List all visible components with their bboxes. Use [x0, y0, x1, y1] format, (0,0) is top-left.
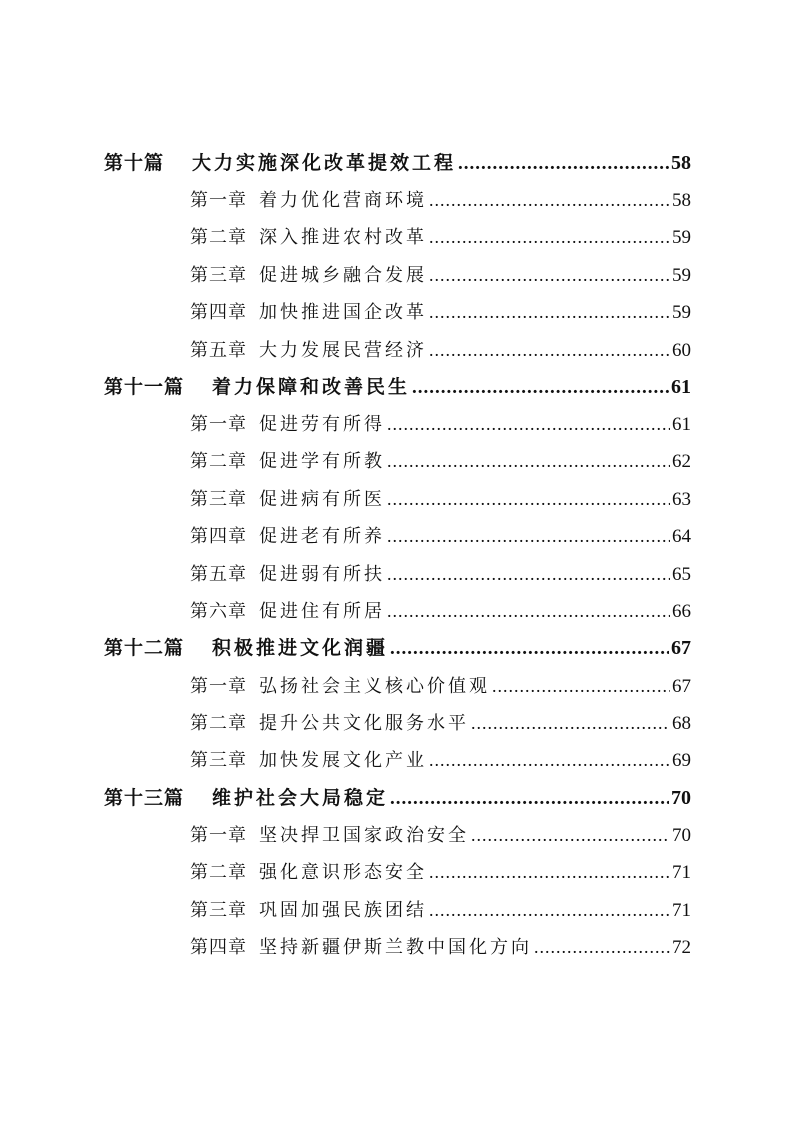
toc-part-entry[interactable] — [104, 148, 691, 178]
page-number: 64 — [672, 526, 691, 547]
chapter-title: 坚决捍卫国家政治安全 — [259, 825, 469, 846]
dot-leader — [458, 149, 669, 179]
chapter-number: 第二章 — [190, 862, 247, 883]
page-number: 66 — [672, 601, 691, 622]
toc-chapter-entry[interactable] — [190, 222, 691, 252]
chapter-number: 第五章 — [190, 340, 247, 361]
toc-chapter-entry[interactable] — [190, 895, 691, 925]
toc-chapter-entry[interactable] — [190, 708, 691, 738]
page-number: 61 — [671, 376, 691, 398]
toc-part-entry[interactable] — [104, 372, 691, 402]
chapter-title: 弘扬社会主义核心价值观 — [259, 676, 490, 697]
part-number: 第十一篇 — [104, 376, 185, 398]
toc-chapter-entry[interactable] — [190, 671, 691, 701]
page-number: 70 — [671, 787, 691, 809]
chapter-title: 加快推进国企改革 — [259, 302, 427, 323]
dot-leader — [387, 446, 670, 476]
chapter-number: 第一章 — [190, 190, 247, 211]
page-number: 67 — [671, 637, 691, 659]
dot-leader — [492, 671, 670, 701]
page-number: 59 — [672, 265, 691, 286]
dot-leader — [429, 260, 670, 290]
part-title: 积极推进文化润疆 — [212, 637, 389, 659]
toc-chapter-entry[interactable] — [190, 857, 691, 887]
part-title: 大力实施深化改革提效工程 — [192, 152, 457, 174]
toc-chapter-entry[interactable] — [190, 559, 691, 589]
chapter-number: 第六章 — [190, 601, 247, 622]
chapter-title: 促进学有所教 — [259, 451, 385, 472]
dot-leader — [429, 895, 670, 925]
chapter-title: 强化意识形态安全 — [259, 862, 427, 883]
toc-part-entry[interactable] — [104, 783, 691, 813]
chapter-number: 第三章 — [190, 265, 247, 286]
chapter-number: 第四章 — [190, 526, 247, 547]
dot-leader — [390, 784, 669, 814]
dot-leader — [387, 559, 670, 589]
chapter-number: 第一章 — [190, 676, 247, 697]
chapter-title: 着力优化营商环境 — [259, 190, 427, 211]
dot-leader — [429, 222, 670, 252]
dot-leader — [387, 521, 670, 551]
toc-chapter-entry[interactable] — [190, 297, 691, 327]
toc-part-entry[interactable] — [104, 633, 691, 663]
chapter-number: 第三章 — [190, 489, 247, 510]
dot-leader — [471, 708, 670, 738]
chapter-title: 巩固加强民族团结 — [259, 900, 427, 921]
page-number: 72 — [672, 937, 691, 958]
page-number: 62 — [672, 451, 691, 472]
chapter-number: 第二章 — [190, 713, 247, 734]
page-number: 71 — [672, 900, 691, 921]
part-title: 着力保障和改善民生 — [212, 376, 411, 398]
dot-leader — [429, 185, 670, 215]
chapter-title: 促进老有所养 — [259, 526, 385, 547]
chapter-title: 促进城乡融合发展 — [259, 265, 427, 286]
page-number: 69 — [672, 750, 691, 771]
dot-leader — [390, 634, 669, 664]
page-number: 58 — [672, 190, 691, 211]
dot-leader — [471, 820, 670, 850]
chapter-title: 加快发展文化产业 — [259, 750, 427, 771]
chapter-number: 第四章 — [190, 302, 247, 323]
chapter-title: 深入推进农村改革 — [259, 227, 427, 248]
chapter-number: 第二章 — [190, 227, 247, 248]
toc-chapter-entry[interactable] — [190, 185, 691, 215]
page-number: 58 — [671, 152, 691, 174]
chapter-number: 第四章 — [190, 937, 247, 958]
chapter-title: 促进病有所医 — [259, 489, 385, 510]
part-title: 维护社会大局稳定 — [212, 787, 389, 809]
part-number: 第十二篇 — [104, 637, 185, 659]
chapter-number: 第二章 — [190, 451, 247, 472]
chapter-number: 第三章 — [190, 900, 247, 921]
chapter-title: 大力发展民营经济 — [259, 340, 427, 361]
dot-leader — [429, 745, 670, 775]
toc-chapter-entry[interactable] — [190, 409, 691, 439]
page-number: 61 — [672, 414, 691, 435]
page-number: 63 — [672, 489, 691, 510]
toc-chapter-entry[interactable] — [190, 596, 691, 626]
toc-chapter-entry[interactable] — [190, 484, 691, 514]
toc-chapter-entry[interactable] — [190, 820, 691, 850]
dot-leader — [387, 596, 670, 626]
page-number: 59 — [672, 302, 691, 323]
chapter-number: 第五章 — [190, 564, 247, 585]
chapter-title: 促进劳有所得 — [259, 414, 385, 435]
page-number: 71 — [672, 862, 691, 883]
toc-chapter-entry[interactable] — [190, 745, 691, 775]
page-number: 70 — [672, 825, 691, 846]
page-number: 68 — [672, 713, 691, 734]
toc-chapter-entry[interactable] — [190, 335, 691, 365]
dot-leader — [412, 373, 669, 403]
chapter-number: 第一章 — [190, 414, 247, 435]
chapter-title: 提升公共文化服务水平 — [259, 713, 469, 734]
page-number: 67 — [672, 676, 691, 697]
chapter-title: 促进弱有所扶 — [259, 564, 385, 585]
part-number: 第十篇 — [104, 152, 165, 174]
chapter-title: 坚持新疆伊斯兰教中国化方向 — [259, 937, 532, 958]
page-number: 59 — [672, 227, 691, 248]
dot-leader — [429, 335, 670, 365]
dot-leader — [429, 857, 670, 887]
dot-leader — [534, 932, 670, 962]
dot-leader — [387, 409, 670, 439]
dot-leader — [387, 484, 670, 514]
toc-chapter-entry[interactable] — [190, 260, 691, 290]
toc-chapter-entry[interactable] — [190, 446, 691, 476]
toc-chapter-entry[interactable] — [190, 521, 691, 551]
dot-leader — [429, 297, 670, 327]
part-number: 第十三篇 — [104, 787, 185, 809]
page-number: 65 — [672, 564, 691, 585]
chapter-number: 第三章 — [190, 750, 247, 771]
chapter-number: 第一章 — [190, 825, 247, 846]
toc-chapter-entry[interactable] — [190, 932, 691, 962]
chapter-title: 促进住有所居 — [259, 601, 385, 622]
page-number: 60 — [672, 340, 691, 361]
